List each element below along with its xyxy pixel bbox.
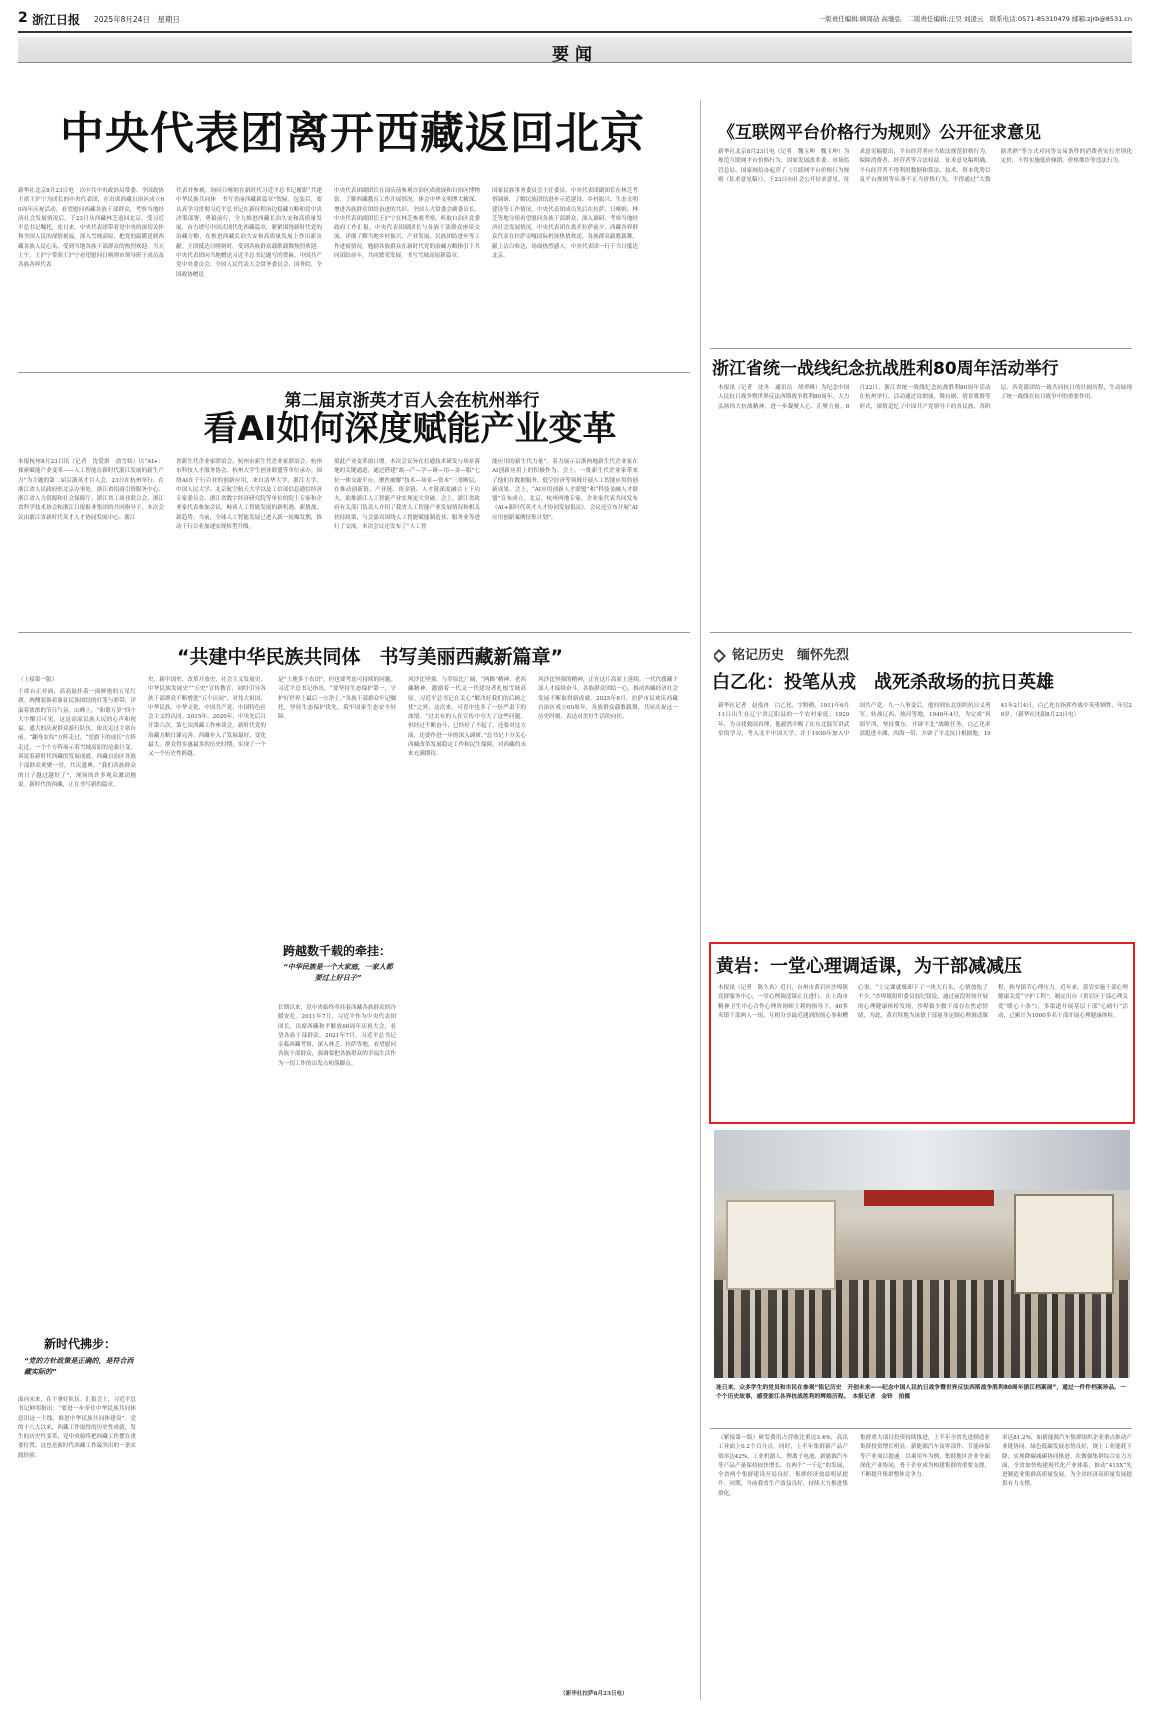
right-article-5-col-3: 率达81.2%，如新能源汽车集群组织企业重点推动产业链协同，绿色低碳发展态势良好，规上工业能耗下降，实现降碳减碳协同推进。在做强集群综合实力方面，全省加快构建现代化产业体系，推动“415X”先进制造业集群高质量发展，为全省经济高质量发展提供有力支撑。	[1002, 1435, 1132, 1488]
sub-heading-bond: 跨越数千载的牵挂：	[282, 944, 391, 958]
headline-article-1: 中央代表团离开西藏返回北京	[60, 108, 645, 159]
memorial-label: 铭记历史 缅怀先烈	[732, 648, 850, 663]
article-2-col-3: 值此产业变革窗口期，本次会议旨在打通技术研发与场景落地的关键通道，通过搭建“政—产—学—研—用—金—服”七位一体交流平台，聚焦破解“技术—场景—资本”三重断层，在推动创新链、产业链、资金链、人才链深度融合上下功夫，助推浙江人工智能产业实现更大突破。会上，浙江省政府有关部门负责人介绍了我省人工智能产业发展情况和相关扶持政策，与会嘉宾围绕人工智能赋能制造业、服务业等进行了交流。本次会议还发布了“人工智	[334, 459, 480, 531]
kicker-article-2: 第二届京浙英才百人会在杭州举行	[284, 391, 540, 411]
divider	[18, 372, 690, 373]
photo-panel-left	[726, 1200, 836, 1290]
headline-article-3: “共建中华民族共同体 书写美丽西藏新篇章”	[177, 646, 563, 668]
article-1-col-4: 国家民族事务委员会主任委员、中央代表团副团长在林芝考察调研，了解民族团结进步示范建设、乡村振兴、生态文明建设等工作情况。中央代表团成员先后在拉萨、日喀则、林芝等地分组看望慰问各族干部群众，深入调研、考察当地经济社会发展情况。中央代表团在离开拉萨前夕，西藏各界群众代表在拉萨贡嘎国际机场热情欢送，各族群众载歌载舞，献上洁白哈达，场面热烈感人。中央代表团一行于当日抵达北京。	[492, 188, 638, 260]
page-header	[18, 8, 1132, 28]
right-article-4-text: 本报讯（记者 陈久名）近日，台州市黄岩区沙埠镇党群服务中心，一堂心理调适课正在进行。在上海市精神卫生中心合作心理咨询师王莉的指导下，40多名镇干部两人一组，互相分享最近遇到的烦心事和糟心事。“上完课就像卸下了一块大石头，心情放松了不少。”沙埠镇组织委员翁纪钗说。通过前段时间开展的心理健康体检发现，沙埠镇少数干部存在焦虑情绪，为此，黄岩特地为该镇干部量身定制心理调适课程，指导镇节心理压力。近年来，黄岩实施干部心理健康关爱“守护工程”，制定出台《黄岩区干部心理关爱“暖心十条”》，多渠道开展基层干部“心晴行”活动，已累计为1000多名干部开展心理健康体检。	[718, 985, 1128, 1019]
sub-heading-new-era: 新时代拂步：	[44, 1337, 117, 1351]
article-2-col-2: 省新生代企业家联谊会、杭州市新生代企业家联谊会、杭州市科技人才服务协会、杭州大学生创业联盟等单位承办。围绕AI在千行百业的创新应用，来自清华大学、浙江大学、中国人民大学、北京航空航天大学以及工信部信息通信经济专家委员会、浙江省数字经济研究院等单位的院士专家和企业家代表参加会议，畅谈人工智能发展的新机遇、新挑战、新趋势。当前，全球人工智能发展已进入新一轮爆发期，推动千行百业加速实现转型升级。	[176, 459, 322, 531]
article-2-col-4: 能应用的新生代力量”。着力展示京浙两地新生代企业家在AI创新应用上的积极作为。会上，一批新生代企业家带来了他们在数据服务、低空经济等领域开展人工智能应用的创新成果。会上，“AI应用创新人才联盟”和“科技金融人才联盟”宣布成立。北京、杭州两地专家、企业家代表共同发布《AI+新时代英才人才协同发展倡议》。会议还宣布开展“AI应用创新案例征集计划”。	[492, 459, 638, 521]
headline-article-2: 看AI如何深度赋能产业变革	[203, 409, 617, 449]
right-article-3-text: 新华社记者 赵泓冉 白乙化，字野鹤，1911年6月11日出生在辽宁省辽阳县的一个农村家庭。1929年，为寻找救国真理，他毅然中断了在东北陆军讲武堂的学习，考入北平中国大学，并于1930年加入中国共产党。九一八事变后，他回到东北组织抗日义勇军，转战辽西、热河等地。1940年4月，为完成“巩固平西，坚持冀东，开辟平北”战略任务，白乙化率部挺进丰滩、四海一带，开辟了平北抗日根据地。1941年2月4日，白乙化在指挥作战中英勇牺牲，年仅29岁。（新华社沈阳8月23日电）	[718, 703, 1132, 737]
issue-date: 2025年8月24日 星期日	[94, 15, 180, 24]
paper-name: 浙江日报	[32, 13, 81, 27]
article-3-col-3b: 长期以来，党中央始终牵挂着西藏各族群众的冷暖安危。2011年7月，习近平作为中央代表团团长，出席西藏和平解放60周年庆祝大会，看望各族干部群众。2021年7月，习近平总书记亲临西藏考察，深入林芝、拉萨等地，看望慰问各族干部群众，强调要把各族群众的幸福生活作为一切工作的出发点和落脚点。	[278, 1005, 396, 1067]
photo-ceiling	[714, 1130, 1130, 1190]
column-divider	[700, 100, 701, 1700]
memorial-banner	[714, 644, 914, 663]
article-3-footer: （新华社拉萨8月23日电）	[560, 1691, 628, 1697]
article-2-col-1: 本报杭州8月23日讯（记者 沈爱群 俞雪娇）以“AI+：探索赋能产业变革——人工智能在新时代浙江发展的新生产力”为主题的第二届京浙英才百人会，23日在杭州举行。在浙江省人民政府驻北京办事处、浙江省招商引资服务中心、浙江省人力资源和社会保障厅、浙江省工商业联合会、浙江省科学技术协会和浙江日报报业集团的共同指导下，本次会议由浙江省新时代英才人才协同发展中心、浙江	[18, 459, 164, 521]
photo-panel-right	[1014, 1194, 1114, 1294]
article-3-col-3: 是“土地多于农田”，但也要考虑可持续的问题。习近平总书记指出，“要坚持生态保护第一，守护好世界上最后一方净土。”各族干部群众牢记嘱托，坚持生态保护优先，筑牢国家生态安全屏障。	[278, 677, 396, 721]
headline-right-4: 黄岩：一堂心理调适课，为干部减减压	[716, 956, 1022, 977]
sub-heading-quote: “中华民族是一个大家庭，一家人都要过上好日子”	[283, 963, 393, 982]
right-article-2-text: 本报讯（记者 沈冬 通讯员 胡翠峰）为纪念中国人民抗日战争暨世界反法西斯战争胜利80周年，大力弘扬伟大抗战精神，进一步凝聚人心、汇聚力量，8月22日，浙江省统一战线纪念抗战胜利80周年活动在杭州举行。活动通过诗朗诵、舞台剧、情景歌舞等形式，深情追忆了中国共产党领导下的各民族、各阶层、各党派团结一致共同抗日的壮阔历程，生动展现了统一战线在抗日战争中的重要作用。	[718, 385, 1132, 410]
continued-note: （上接第一版）	[18, 677, 58, 683]
page-number: 2	[18, 10, 28, 26]
section-title: 要闻	[552, 45, 598, 63]
divider	[710, 632, 1132, 633]
headline-right-3: 白乙化：投笔从戎 战死杀敌场的抗日英雄	[712, 672, 1054, 693]
right-article-1-text: 新华社北京8月23日电（记者 魏玉坤 魏玉坤）为规范互联网平台价格行为，国家发展改革委、市场监管总局、国家网信办起草了《互联网平台价格行为规则（征求意见稿）》，于23日向社会公开征求意见。征求意见稿提出，平台经营者应当依法规范价格行为，保障消费者、经营者等合法权益。征求意见稿明确，平台经营者不得利用数据和算法、技术、资本优势以及平台规则等从事不正当价格行为，不得通过“大数据杀熟”等方式对同等交易条件的消费者实行差别化定价，不得实施低价倾销、价格欺诈等违法行为。	[718, 149, 1132, 183]
editor-info: 一版责任编辑:顾周劼 高驰弘 二版责任编辑:汪昊 刘凌云 联系电话:0571-85310479 邮箱:zjrb@8531.cn	[818, 15, 1132, 23]
headline-right-2: 浙江省统一战线纪念抗战胜利80周年活动举行	[712, 359, 1059, 379]
article-3-col-2: 史、新中国史、改革开放史、社会主义发展史、中华民族发展史”“五史”宣传教育，同时引导各族干部群众不断增进“五个认同”，对伟大祖国、中华民族、中华文化、中国共产党、中国特色社会主义的认同。2015年、2020年，中央先后召开第六次、第七次西藏工作座谈会，新时代党的治藏方略日臻完善。西藏步入了发展最好、变化最大、群众得实惠最多的历史时期，实现了一个又一个历史性跨越。	[148, 677, 266, 758]
article-1-col-1: 新华社北京8月23日电 以中共中央政治局常委、全国政协主席王沪宁为团长的中央代表团，在出席西藏自治区成立60周年庆祝活动，看望慰问西藏各族干部群众，考察当地经济社会发展情况后，于23日从西藏林芝返回北京。受习近平总书记嘱托，连日来，中央代表团带着党中央的深切关怀和全国人民的深情祝福，深入雪域高原，把党的温暖送到西藏各族人民心头，受到当地各族干部群众的热烈欢迎。当天上午，王沪宁带领王沪宁看望慰问日喀则市领导班子成员及各族各界代表	[18, 188, 164, 269]
article-3-col-4: 风沙比坚强，与草原比广阔，“两路”精神、老西藏精神，激励着一代又一代建设者扎根雪域高原。习近平总书记在关心“解决好我们的后顾之忧”之外，这次来，可喜中也多了一份严肃下的深情。“过去有的人在宣传中夸大了这些问题，但经过不断奋斗，已经好了不起了，还要对这方面，还要作进一步的深入调研。”总书记十分关心西藏改革发展稳定工作和民生保障，对西藏的未来充满期待。	[408, 677, 526, 758]
section-banner	[18, 37, 1132, 63]
divider	[710, 348, 1132, 349]
photo-red-banner	[864, 1190, 994, 1206]
article-3-col-5: 风沙比坚强的精神，正在这片高原上延续。一代代援藏干部人才接续奋斗，各族群众团结一心，推动西藏经济社会发展不断取得新成就。2025年8月，拉萨市民欢庆西藏自治区成立60周年，各族群众载歌载舞，共同庆祝这一历史时刻，表达对美好生活的向往。	[538, 677, 678, 721]
article-3-col-1b: 面向未来，在于拿好队伍。汇报会上，习近平总书记鲜明指出：“要进一步牵住中华民族共同体意识这一主线，推进中华民族共同体建设”。党的十八大以来，西藏工作取得的历史性成就，发生的历史性变革，党中央始终把西藏工作摆在重要位置。这也是新时代西藏工作最突出的一条实践经验。	[18, 1397, 136, 1459]
article-3-col-1: 主席台正对面，高高悬挂着一面鲜艳的五星红旗。两侧装饰着象征民族团结的灯笼与彩带，洋溢着浓浓的节日气氛。山峰上，“和谐万岁”四个大字醒目可见，这是高原民族人民的心声和祝福。盛大的庆祝群众游行队伍，依次走过主席台前。“翻身农奴”方阵走过，“党旗下的成长”方阵走过，一个个方阵展示着雪域高原的沧桑巨变，诉说着新时代西藏的发展成就。西藏自治区各族干部群众欢聚一堂，共庆盛典。“我们各族群众的日子越过越好了”，现场的许多观众激动地说。新时代的西藏，正在书写新的篇章。	[18, 689, 136, 788]
right-article-5-col-2: 集群重大项目投资持续推进，上半年全省先进制造业集群投资增长明显。新能源汽车及零部件、节能环保等产业项目提速。以乘用车为例，集群地区企业全面深化产业协同，骨干企业成为构建集群的重要支撑，不断提升集群整体竞争力。	[860, 1435, 990, 1479]
photo-caption: 连日来，众多学生的党员和市民在参观“铭记历史 开创未来——纪念中国人民抗日战争暨世界反法西斯战争胜利80周年浙江档案展”，通过一件件档案珍品、一个个历史故事，感受浙江各界抗战胜利的辉煌历程。 本报记者 金铃 拍摄	[716, 1385, 1126, 1401]
memorial-icon	[714, 648, 726, 662]
sub-heading-new-era-quote: “党的方针政策是正确的，是符合西藏实际的”	[24, 1357, 134, 1376]
divider	[18, 632, 690, 633]
article-1-col-3: 中央代表团副团长在国庆前参观自治区成就展和自治区博物馆。了解西藏教育工作开展情况。体会中华文明博大精深，增进各族群众团结奋进的共识。全国人大常委会副委员长、中央代表团副团长王沪宁在林芝参观考察，听取自治区党委政府工作汇报。中央代表团副团长与各族干部群众座谈交流。详细了解当地乡村振兴、产业发展、民族团结进步等工作进展情况，勉励各族群众在新时代党的治藏方略指引下共同团结奋斗，共同繁荣发展，书写雪域高原新篇章。	[334, 188, 480, 260]
photo-crowd	[714, 1280, 1130, 1378]
exhibition-photo	[714, 1130, 1130, 1378]
headline-right-1: 《互联网平台价格行为规则》公开征求意见	[718, 123, 1041, 143]
header-rule	[18, 31, 1132, 33]
article-1-col-2: 代表并参观，询问日喀则在新时代习近平总书记履职“共建中华民族共同体 书写美丽西藏新篇章”贺匾。包装后，要认真学习贯彻习近平总书记在新征程治边稳藏方略和党中央决策部署，勇毅前行，全力推进西藏长治久安和高质量发展，奋力谱写中国式现代化西藏篇章，紧紧围绕新时代党的治藏方略，在推进西藏长治久安和高质量发展上作出新贡献。主团抵达日喀则时，受到各族群众载歌载舞热烈欢迎。中央代表团向当地赠送习近平总书记题写的贺匾。中国共产党中央委员会、全国人民代表大会常务委员会、国务院、全国政协赠送	[176, 188, 322, 278]
divider	[710, 1428, 1132, 1429]
right-article-5-col-1: （紧接第一版）研发费用占营收比重达3.4%，高出工业面上0.2个百分点。同时，上半年集群新产品产值率达42%。工业机器人、锂离子电池、新能源汽车等产品产量保持较快增长。在两个“一千亿”的发展，全省两个集群建设开局良好，集群经济效益明显提升。同期，当前我省生产效益良好，持续大力推进集群化。	[718, 1435, 848, 1497]
